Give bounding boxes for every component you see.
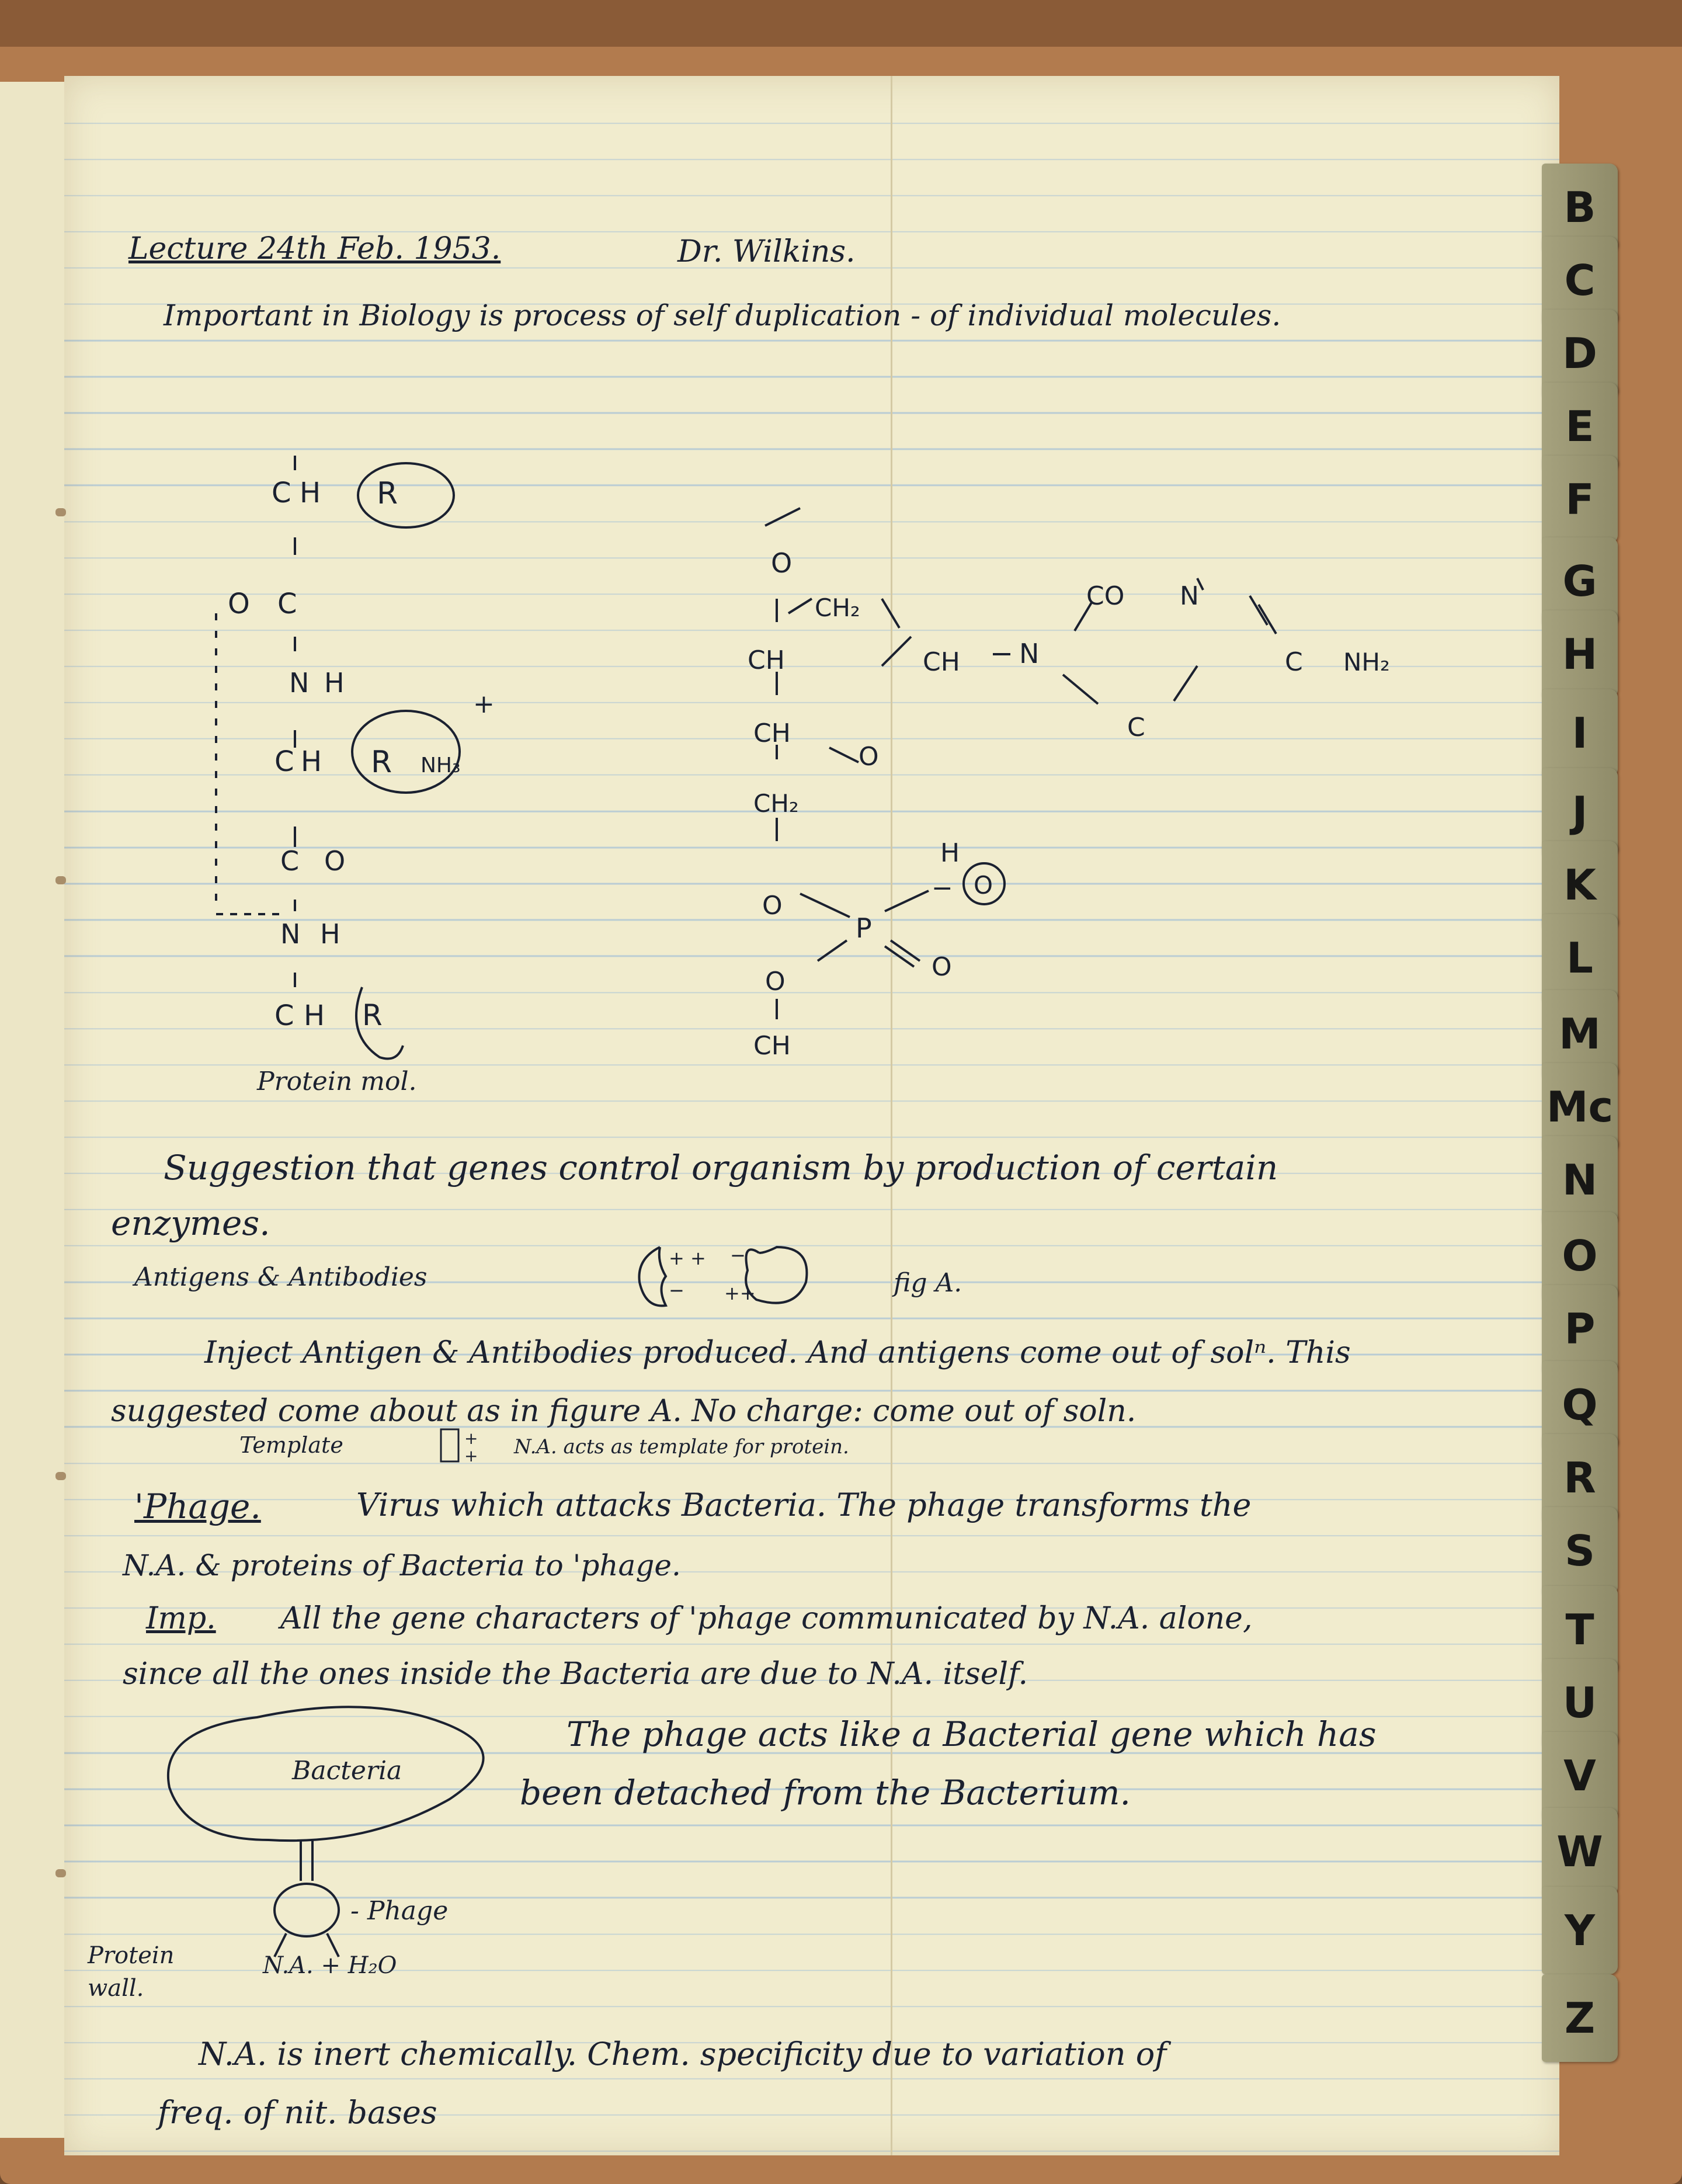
index-tab-t[interactable]: T xyxy=(1542,1586,1618,1673)
protein-atom-n1: N xyxy=(289,667,310,699)
nuc-atom-ch2: CH₂ xyxy=(753,789,799,818)
protein-structure-diagram xyxy=(134,368,543,1057)
binding-stitch xyxy=(55,508,66,516)
index-tab-i[interactable]: I xyxy=(1542,689,1618,777)
protein-atom-h3: H xyxy=(301,745,322,778)
fig-a-label: fig A. xyxy=(894,1268,962,1298)
index-tab-n[interactable]: N xyxy=(1542,1136,1618,1224)
page-center-line xyxy=(891,76,892,2155)
protein-atom-h1: H xyxy=(300,477,321,509)
protein-atom-r3: R xyxy=(362,998,383,1032)
index-tab-u[interactable]: U xyxy=(1542,1659,1618,1746)
index-tab-j[interactable]: J xyxy=(1542,768,1618,856)
nuc-atom-ch-bottom: CH xyxy=(753,1031,791,1061)
template-icon xyxy=(438,1426,496,1467)
genes-line-2: enzymes. xyxy=(111,1203,270,1243)
lecture-heading: Lecture 24th Feb. 1953. xyxy=(128,231,501,266)
index-tab-h[interactable]: H xyxy=(1542,610,1618,698)
svg-text:+: + xyxy=(464,1429,478,1448)
nuc-atom-n-ring: N xyxy=(1019,638,1040,669)
nuc-atom-o-3: O xyxy=(932,952,952,982)
protein-charge: + xyxy=(473,689,495,719)
nuc-atom-o-4: O xyxy=(765,967,786,996)
protein-atom-r2: R xyxy=(371,745,392,780)
nuc-charge: H xyxy=(940,838,960,868)
index-tab-l[interactable]: L xyxy=(1542,914,1618,1002)
phage-line-1: Virus which attacks Bacteria. The phage transforms the xyxy=(356,1487,1252,1523)
notebook-page xyxy=(64,76,1559,2155)
protein-atom-c3: C xyxy=(274,745,294,778)
nuc-atom-co: CO xyxy=(1086,581,1125,611)
index-tab-g[interactable]: G xyxy=(1542,537,1618,625)
phage-line-2: N.A. & proteins of Bacteria to 'phage. xyxy=(123,1548,681,1582)
protein-atom-c2: C xyxy=(277,588,297,620)
protein-atom-c5: C xyxy=(274,999,294,1032)
phage-term: 'Phage. xyxy=(134,1487,261,1526)
protein-atom-o2: O xyxy=(324,845,346,877)
nuc-atom-c-bottom: C xyxy=(1127,713,1145,742)
left-page-edge xyxy=(0,82,66,2138)
binding-stitch xyxy=(55,876,66,884)
index-tab-p[interactable]: P xyxy=(1542,1285,1618,1373)
phage-acts-line-1: The phage acts like a Bacterial gene which has xyxy=(567,1714,1377,1754)
genes-line-1: Suggestion that genes control organism by production of certain xyxy=(164,1148,1278,1188)
index-tab-m[interactable]: M xyxy=(1542,990,1618,1078)
antibody-charges-bottom: ++ xyxy=(724,1282,756,1304)
nuc-atom-ch-a: CH xyxy=(748,645,785,675)
na-water-label: N.A. + H₂O xyxy=(263,1952,397,1979)
antibody-charges-top: − xyxy=(730,1244,746,1266)
protein-caption: Protein mol. xyxy=(257,1067,417,1096)
index-tab-c[interactable]: C xyxy=(1542,237,1618,324)
protein-atom-h5: H xyxy=(304,999,325,1032)
index-tab-r[interactable]: R xyxy=(1542,1434,1618,1522)
intro-line: Important in Biology is process of self duplication - of individual molecules. xyxy=(164,298,1281,332)
protein-atom-c4: C xyxy=(280,845,300,877)
nucleotide-structure-diagram xyxy=(730,397,1478,1098)
cover-top-edge xyxy=(0,0,1682,47)
protein-atom-h2: H xyxy=(324,667,345,699)
antigen-antibody-figure xyxy=(631,1235,823,1323)
nuc-atom-ch2-ring: CH₂ xyxy=(815,593,860,622)
index-tabs xyxy=(1542,164,1618,2091)
template-label: Template xyxy=(239,1432,343,1458)
nuc-atom-h-circled: O xyxy=(974,871,993,900)
protein-atom-nh3: NH₃ xyxy=(420,754,461,777)
nuc-atom-o-top: O xyxy=(771,547,793,579)
phage-label: - Phage xyxy=(350,1896,449,1926)
binding-stitch xyxy=(55,1869,66,1877)
index-tab-e[interactable]: E xyxy=(1542,383,1618,470)
inject-line-1: Inject Antigen & Antibodies produced. And antigens come out of solⁿ. This xyxy=(204,1335,1351,1370)
index-tab-o[interactable]: O xyxy=(1542,1212,1618,1300)
antigens-label: Antigens & Antibodies xyxy=(134,1262,428,1292)
index-tab-f[interactable]: F xyxy=(1542,456,1618,543)
index-tab-s[interactable]: S xyxy=(1542,1507,1618,1595)
nuc-atom-ch-c: CH xyxy=(753,718,791,748)
binding-stitch xyxy=(55,1472,66,1480)
na-line-1: N.A. is inert chemically. Chem. specificity due to variation of xyxy=(199,2036,1167,2072)
nuc-atom-c-right: C xyxy=(1285,647,1303,677)
antigen-charges-bottom: − xyxy=(669,1279,684,1301)
lecturer-name: Dr. Wilkins. xyxy=(677,234,856,269)
index-tab-d[interactable]: D xyxy=(1542,310,1618,397)
index-tab-z[interactable]: Z xyxy=(1542,1974,1618,2062)
phage-acts-line-2: been detached from the Bacterium. xyxy=(520,1773,1131,1813)
protein-atom-o1: O xyxy=(228,588,250,620)
index-tab-w[interactable]: W xyxy=(1542,1808,1618,1895)
nuc-atom-nh2: NH₂ xyxy=(1343,648,1390,676)
imp-line-2: since all the ones inside the Bacteria are due to N.A. itself. xyxy=(123,1657,1028,1692)
nuc-atom-o-2: − xyxy=(932,873,953,903)
inject-line-2: suggested come about as in figure A. No charge: come out of soln. xyxy=(111,1394,1137,1429)
protein-atom-c1: C xyxy=(272,477,291,509)
index-tab-v[interactable]: V xyxy=(1542,1732,1618,1820)
nuc-atom-ch-b: CH xyxy=(923,647,960,677)
bacteria-label: Bacteria xyxy=(292,1756,402,1786)
protein-wall-label: Protein wall. xyxy=(88,1942,175,2002)
index-tab-b[interactable]: B xyxy=(1542,164,1618,251)
index-tab-q[interactable]: Q xyxy=(1542,1361,1618,1449)
nuc-atom-p: P xyxy=(856,912,872,944)
template-note: N.A. acts as template for protein. xyxy=(514,1435,849,1459)
imp-term: Imp. xyxy=(146,1601,216,1636)
antigen-charges-top: + + xyxy=(669,1247,706,1269)
protein-atom-n2: N xyxy=(280,918,301,950)
protein-atom-r1: R xyxy=(377,476,398,511)
index-tab-k[interactable]: K xyxy=(1542,841,1618,929)
nuc-atom-n-top: N xyxy=(1180,581,1199,611)
nuc-atom-o-ring: O xyxy=(859,742,879,772)
protein-atom-h4: H xyxy=(320,918,340,950)
imp-line-1: All the gene characters of 'phage communicated by N.A. alone, xyxy=(280,1601,1253,1636)
na-line-2: freq. of nit. bases xyxy=(158,2094,437,2131)
nuc-atom-o-1: O xyxy=(762,891,783,921)
index-tab-y[interactable]: Y xyxy=(1542,1887,1618,1974)
svg-text:+: + xyxy=(464,1446,478,1466)
index-tab-mc[interactable]: Mc xyxy=(1542,1063,1618,1151)
